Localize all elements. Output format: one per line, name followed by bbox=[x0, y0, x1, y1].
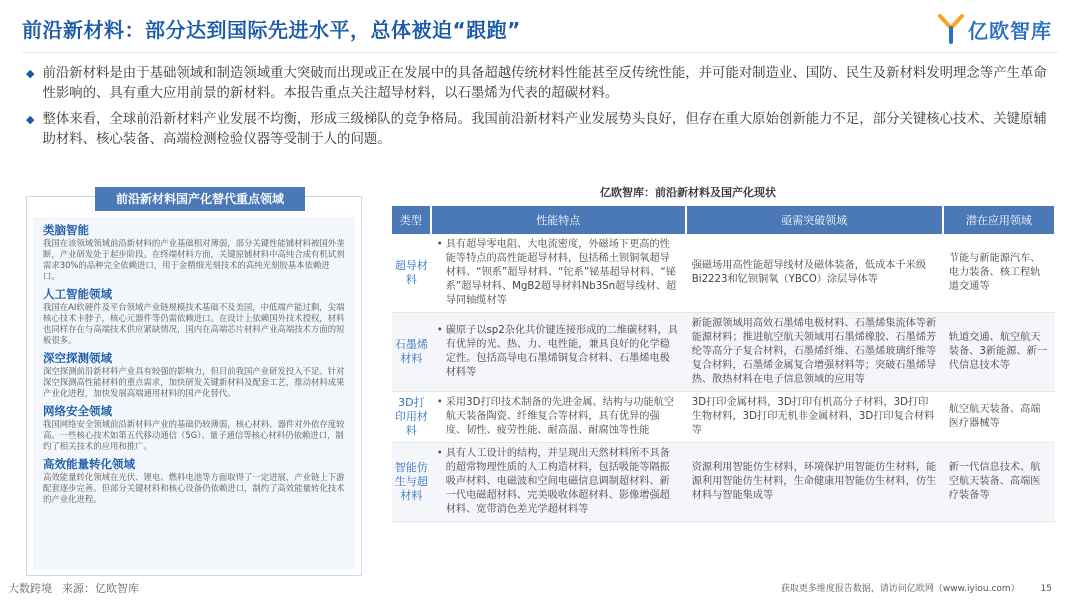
domain-section bbox=[43, 351, 345, 399]
domain-text: 深空探测前沿新材料产业具有较强的影响力，但目前我国产业研发投入不足。针对深空探测高性能材料的重点需求，加快研发关键新材料及配套工艺，推动材料成果产业化进程，加快发展高端通用材料的国产化替代。 bbox=[43, 366, 345, 398]
applications-cell: 节能与新能源汽车、电力装备、核工程轨道交通等 bbox=[943, 234, 1055, 313]
materials-table bbox=[392, 206, 1056, 522]
breakthrough-cell: 3D打印金属材料，3D打印有机高分子材料，3D打印生物材料，3D打印无机非金属材料，3D打印复合材料等 bbox=[686, 392, 943, 443]
type-cell: 智能仿生与超材料 bbox=[392, 443, 431, 522]
panel-header: 前沿新材料国产化替代重点领域 bbox=[95, 187, 305, 211]
feature-item: • 采用3D打印技术制备的先进金属、结构与功能航空航天装备陶瓷、纤维复合等材料，具有优异的强度、韧性、疲劳性能、耐高温、耐腐蚀等性能 bbox=[437, 396, 680, 438]
domain-text: 我国在AI软硬件及平台领域产业链规模技术基础不及美国，中低端产能过剩，尖端核心技术卡脖子，核心元器件等仍需依赖进口。在设计上依赖国外技术授权，材料也同样存在与高端技术供应紧缺情况，国内在高端芯片材料产业高端技术方面的短板很多。 bbox=[43, 302, 345, 345]
domain-title: 网络安全领域 bbox=[43, 404, 112, 418]
features-cell bbox=[431, 313, 686, 392]
table-row bbox=[392, 392, 1055, 443]
intro-bullet bbox=[26, 110, 1056, 150]
breakthrough-cell: 新能源领域用高效石墨烯电极材料、石墨烯集流体等新能源材料；推进航空航天领域用石墨烯橡胶、石墨烯芳纶等高分子复合材料，石墨烯纤维、石墨烯玻璃纤维等复合材料，石墨烯金属复合增强材料等；突破石墨烯导热、散热材料在电子信息领域的应用等 bbox=[686, 313, 943, 392]
footer-link-text[interactable]: 获取更多维度报告数据，请访问亿欧网（www.iyiou.com） bbox=[780, 584, 1020, 594]
col-header: 性能特点 bbox=[431, 206, 686, 234]
page-number: 15 bbox=[1040, 584, 1052, 594]
brand-logo bbox=[938, 14, 1052, 44]
col-header: 潜在应用领域 bbox=[943, 206, 1055, 234]
table-row bbox=[392, 443, 1055, 522]
breakthrough-cell: 资源利用智能仿生材料，环境保护用智能仿生材料，能源利用智能仿生材料，生命健康用智能仿生材料，仿生材料与智能集成等 bbox=[686, 443, 943, 522]
diamond-icon: ◆ bbox=[26, 67, 35, 80]
watermark-text: 大数跨境 bbox=[8, 582, 52, 595]
table-title: 亿欧智库：前沿新材料及国产化现状 bbox=[600, 186, 776, 199]
page-title: 前沿新材料：部分达到国际先进水平，总体被迫“跟跑” bbox=[22, 18, 521, 42]
footer-source bbox=[8, 580, 139, 596]
feature-item: • 具有人工设计的结构，并呈现出天然材料所不具备的超常物理性质的人工构造材料，包括吸能等隔振吸声材料、电磁波和空间电磁信息调制超材料、新一代电磁超材料、完美吸收体超材料、影像增强超材料、宽带消色差光学超材料等 bbox=[437, 447, 680, 517]
domain-section bbox=[43, 223, 345, 282]
features-cell bbox=[431, 443, 686, 522]
bullet-text: 整体来看，全球前沿新材料产业发展不均衡，形成三级梯队的竞争格局。我国前沿新材料产业发展势头良好，但存在重大原始创新能力不足，部分关键核心技术、关键原辅助材料、核心装备、高端检测检验仪器等受制于人的问题。 bbox=[42, 112, 1047, 147]
breakthrough-cell: 强磁场用高性能超导线材及磁体装备，低成本千米级Bi2223和钇钡铜氧（YBCO）涂层导体等 bbox=[686, 234, 943, 313]
domains-panel bbox=[26, 192, 362, 576]
applications-cell: 航空航天装备、高端医疗器械等 bbox=[943, 392, 1055, 443]
panel-body bbox=[33, 217, 355, 569]
intro-bullet bbox=[26, 64, 1056, 104]
domain-section bbox=[43, 404, 345, 452]
domain-text: 高效能量转化领域在光伏、锂电、燃料电池等方面取得了一定进展，产业链上下游配套逐步完善。但部分关键材料和核心设备仍依赖进口，制约了高效能量转化技术的产业化进程。 bbox=[43, 472, 345, 504]
features-cell bbox=[431, 234, 686, 313]
domain-title: 深空探测领域 bbox=[43, 351, 112, 365]
type-cell: 3D打印用材料 bbox=[392, 392, 431, 443]
table-row bbox=[392, 313, 1055, 392]
source-label: 来源：亿欧智库 bbox=[62, 582, 139, 595]
type-cell: 超导材料 bbox=[392, 234, 431, 313]
domain-title: 类脑智能 bbox=[43, 223, 89, 237]
logo-icon bbox=[938, 14, 964, 44]
applications-cell: 轨道交通、航空航天装备、3新能源、新一代信息技术等 bbox=[943, 313, 1055, 392]
feature-item: • 碳原子以sp2杂化共价键连接形成的二维碳材料，具有优异的光、热、力、电性能，兼具良好的化学稳定性。包括高导电石墨烯铜复合材料、石墨烯电极材料等 bbox=[437, 324, 680, 380]
logo-text: 亿欧智库 bbox=[968, 18, 1052, 43]
bullet-text: 前沿新材料是由于基础领域和制造领域重大突破而出现或正在发展中的具备超越传统材料性能甚至反传统性能，并可能对制造业、国防、民生及新材料发明理念等产生革命性影响的、具有重大应用前景的新材料。本报告重点关注超导材料，以石墨烯为代表的超碳材料。 bbox=[42, 66, 1047, 101]
table-header-row bbox=[392, 206, 1055, 234]
domain-text: 我国网络安全领域前沿新材料产业的基础仍较薄弱，核心材料、器件对外依存度较高。一些核心技术如第五代移动通信（5G）、量子通信等核心材料仍依赖进口，制约了相关技术的应用和推广。 bbox=[43, 419, 345, 451]
table-row bbox=[392, 234, 1055, 313]
intro-bullets bbox=[26, 64, 1056, 156]
features-cell bbox=[431, 392, 686, 443]
domain-title: 人工智能领域 bbox=[43, 287, 112, 301]
domain-section bbox=[43, 457, 345, 505]
domain-text: 我国在该领域领域前沿新材料的产业基础相对薄弱，部分关键性能铺材料被国外垄断，产业研发处于起步阶段。在终端材料方面，关键原铺材料中高纯合成有机试剂需求30%的品种完全依赖进口，用于金精细光刻技术的高纯光刻胶基本依赖进口。 bbox=[43, 238, 345, 281]
domain-section bbox=[43, 287, 345, 346]
title-divider bbox=[22, 52, 1058, 53]
col-header: 亟需突破领域 bbox=[686, 206, 943, 234]
domain-title: 高效能量转化领域 bbox=[43, 457, 135, 471]
footer-note bbox=[781, 581, 1052, 594]
feature-item: • 具有超导零电阻、大电流密度，外磁场下更高的性能等特点的高性能超导材料，包括稀土钡铜氧超导材料、“钡系”超导材料、“铊系”铋基超导材料、“铋系”超导材料、MgB2超导材料Nb3Sn超导线材、超导同轴缆材等 bbox=[437, 238, 680, 308]
applications-cell: 新一代信息技术、航空航天装备、高端医疗装备等 bbox=[943, 443, 1055, 522]
diamond-icon: ◆ bbox=[26, 113, 35, 126]
type-cell: 石墨烯材料 bbox=[392, 313, 431, 392]
col-header: 类型 bbox=[392, 206, 431, 234]
